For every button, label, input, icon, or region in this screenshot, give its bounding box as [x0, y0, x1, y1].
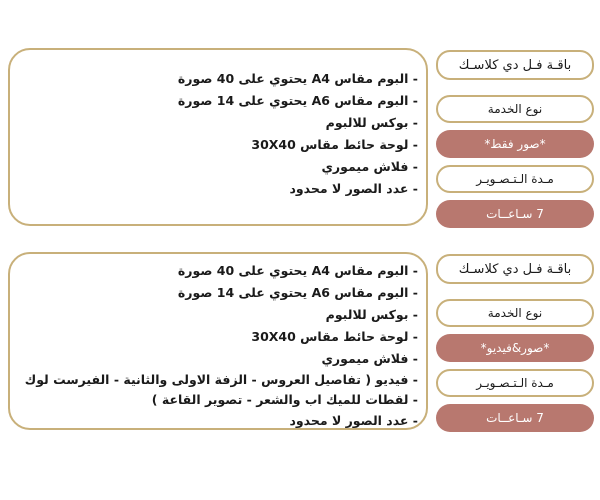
feature-item: - البوم مقاس A4 يحتوي على 40 صورة	[177, 71, 418, 86]
features-box	[8, 48, 428, 226]
package-card-2	[0, 252, 600, 432]
package-name-label: باقـة فـل دي كلاسـك	[436, 50, 594, 80]
duration-label: مـدة الـتـصـويـر	[436, 369, 594, 397]
feature-item: - فلاش ميموري	[321, 159, 418, 174]
duration-label: مـدة الـتـصـويـر	[436, 165, 594, 193]
duration-value: 7 سـاعــات	[436, 200, 594, 228]
feature-item: - البوم مقاس A4 يحتوي على 40 صورة	[177, 263, 418, 278]
service-type-label: نوع الخدمة	[436, 299, 594, 327]
feature-item: - فيديو ( تفاصيل العروس - الزفة الاولى والثانية - الفيرست لوك - لقطات للميك اب والشعر - تصوير القاعة )	[24, 372, 418, 407]
features-list	[16, 68, 418, 200]
feature-item: - البوم مقاس A6 يحتوي على 14 صورة	[177, 285, 418, 300]
package-card-1	[0, 48, 600, 228]
service-type-value: *صور&فيديو*	[436, 334, 594, 362]
feature-item: - بوكس للالبوم	[325, 115, 418, 130]
features-box	[8, 252, 428, 430]
service-type-label: نوع الخدمة	[436, 95, 594, 123]
feature-item: - فلاش ميموري	[321, 351, 418, 366]
feature-item: - عدد الصور لا محدود	[289, 413, 418, 428]
feature-item: - البوم مقاس A6 يحتوي على 14 صورة	[177, 93, 418, 108]
duration-value: 7 سـاعــات	[436, 404, 594, 432]
feature-item: - لوحة حائط مقاس 30X40	[251, 329, 418, 344]
feature-item: - لوحة حائط مقاس 30X40	[251, 137, 418, 152]
feature-item: - بوكس للالبوم	[325, 307, 418, 322]
service-type-value: *صور فقط*	[436, 130, 594, 158]
features-list	[16, 260, 418, 432]
package-name-label: باقـة فـل دي كلاسـك	[436, 254, 594, 284]
feature-item: - عدد الصور لا محدود	[289, 181, 418, 196]
